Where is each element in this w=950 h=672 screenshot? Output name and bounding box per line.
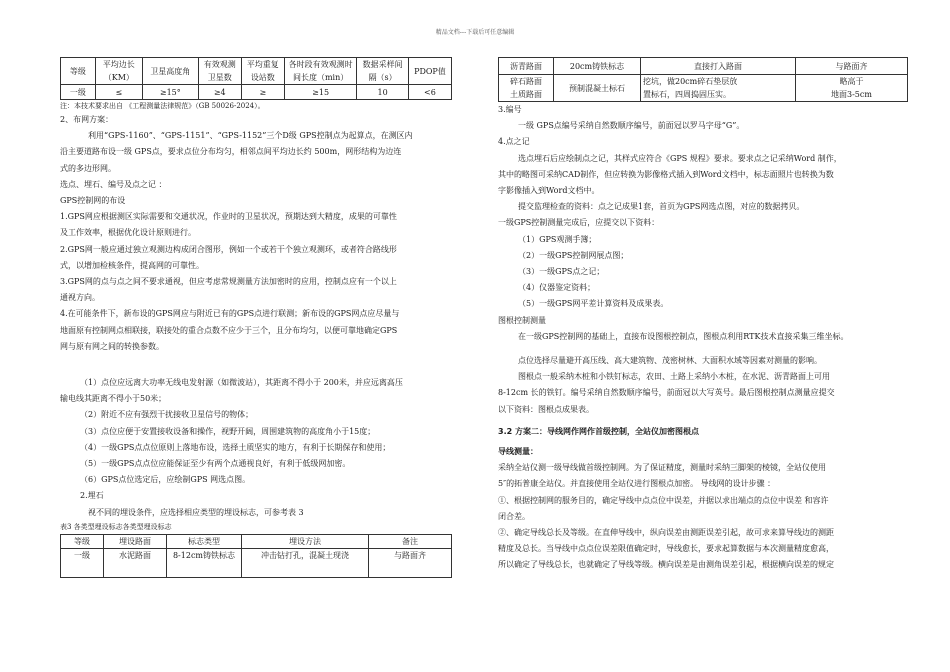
table-cell: ≥15° — [142, 85, 198, 100]
table-cell: 等级 — [61, 58, 96, 85]
table-cell: 一级 — [61, 85, 96, 100]
section-heading: 4.点之记 — [498, 137, 530, 147]
paragraph-line: 点位选择尽量避开高压线、高大建筑物、茂密树林、大面积水域等因素对测量的影响。 — [518, 356, 822, 366]
section-heading: 选点、埋石、编号及点之记 ： — [60, 179, 167, 189]
list-item: （4）一级GPS点点位原则上落地布设，选择土质坚实的地方，有利于长期保存和使用； — [80, 442, 391, 452]
table-cell: ≥15 — [284, 85, 357, 100]
paragraph-line: ②、确定导线总长及等级。在直伸导线中，纵向误差由测距误差引起，故可求来算导线边的测距 — [498, 528, 834, 538]
paragraph-line: 2、布网方案： — [60, 115, 114, 124]
table-cell: 数据采样间隔（s） — [357, 58, 409, 85]
table-cell: PDOP值 — [408, 58, 451, 85]
paragraph-line: ①、根据控制网的服务目的，确定导线中点点位中误差，并据以求出端点的点位中误差 和容许 — [498, 495, 829, 505]
table-cell — [641, 75, 796, 102]
section-subheading: 导线测量： — [498, 447, 538, 457]
table-cell: 直接打入路面 — [641, 58, 796, 75]
table-row — [61, 85, 452, 100]
paragraph-line: 5″的拓普康全站仪。并直接使用全站仪进行图根点加密。 导线网的设计步骤 ： — [498, 479, 776, 489]
list-item: （3）一级GPS点之记； — [518, 267, 605, 277]
table-cell: 埋设路面 — [104, 534, 167, 548]
table-cell: 各时段有效观测时间长度（min） — [284, 58, 357, 85]
cell-line: 地面3-5cm — [831, 90, 872, 99]
paragraph-line: 视不同的埋设条件，应选择相应类型的埋设标志，可参考表 3 — [88, 507, 304, 517]
list-item: （2）一级GPS控制网展点图； — [518, 250, 629, 260]
paragraph-line: 式的多边形网。 — [60, 163, 116, 173]
cell-line: 挖坑，做20cm碎石垫层放 — [643, 77, 738, 86]
table-row — [499, 75, 908, 102]
table-cell: 备注 — [369, 534, 452, 548]
section-heading: 图根控制测量 — [498, 315, 546, 325]
paragraph-line: 精度及总长。当导线中点点位误差限值确定时，导线愈长，要求起算数据与本次测量精度愈高， — [498, 544, 834, 554]
table-cell: 等级 — [61, 534, 104, 548]
section-heading: 3.2 方案二：导线网作网作首级控制，全站仪加密图根点 — [498, 426, 699, 436]
paragraph-line: 及工作效率，根据优化设计原则进行。 — [60, 228, 196, 238]
right-column — [498, 57, 908, 574]
paragraph-line: 以下资料：图根点成果表。 — [498, 404, 594, 414]
list-item: （4）仪器鉴定资料； — [518, 283, 596, 293]
table-cell: ≤ — [95, 85, 142, 100]
paragraph-line: 沿主要道路布设一级 GPS点，要求点位分布均匀，相邻点间平均边长约 500m，网形结构为边连 — [60, 147, 402, 157]
list-item: （1）GPS观测手簿； — [518, 234, 597, 244]
table-cell — [499, 75, 554, 102]
table-cell: 标志类型 — [167, 534, 242, 548]
paragraph-line: 采纳全站仪测一级导线做首级控制网。为了保证精度，测量时采纳三脚架的棱镜，全站仪使用 — [498, 463, 826, 473]
paragraph-line: 1.GPS网应根据测区实际需要和交通状况，作业时的卫星状况，预期达到大精度，成果的可靠性 — [60, 212, 397, 222]
cell-line: 略高于 — [839, 77, 864, 86]
paragraph-line: 8-12cm 长的铁钉。编号采纳自然数顺序编号，前面冠以大写英号。最后图根控制点测量应提交 — [498, 388, 835, 398]
section-subheading: GPS控制网的布设 — [60, 196, 126, 206]
table-cell: 8-12cm铸铁标志 — [167, 548, 242, 577]
table-cell: 沥青路面 — [499, 58, 554, 75]
table-row — [61, 548, 452, 577]
table-cell: 有效观测卫星数 — [198, 58, 241, 85]
paragraph-line: 网与原有网之间的转换参数。 — [60, 341, 164, 351]
list-item: （6）GPS点位选定后，应绘制GPS 网选点图。 — [80, 475, 251, 485]
list-item: （2）附近不应有强烈干扰接收卫星信号的物体； — [80, 410, 254, 420]
cell-line: 碎石路面 — [510, 77, 542, 86]
paragraph-line: 3.GPS网的点与点之间不要求通视，但应考虑常规测量方法加密时的应用，控制点应有一个以上 — [60, 277, 397, 287]
marker-table — [60, 534, 452, 578]
table-cell: ≥ — [241, 85, 284, 100]
table-cell: 20cm铸铁标志 — [554, 58, 641, 75]
table-cell: 与路面齐 — [796, 58, 908, 75]
paragraph-line: 输电线其距离不得小于50米； — [60, 394, 167, 404]
paragraph-line: 图根点一般采纳木桩和小铁钉标志，农田、土路上采纳小木桩，在水泥、沥青路面上可用 — [518, 372, 830, 382]
paragraph-line: 通视方向。 — [60, 293, 100, 303]
table-header-row — [61, 534, 452, 548]
table-row — [499, 58, 908, 75]
list-item: （3）点位应便于安置接收设备和操作，视野开阔，周围建筑物的高度角小于15度； — [80, 426, 376, 436]
table-cell: 一级 — [61, 548, 104, 577]
paragraph-line: 其中的略图可采纳CAD制作，但应转换为影像格式插入到Word文档中，标志面照片也转换为数 — [498, 169, 834, 179]
table-cell: <6 — [408, 85, 451, 100]
paragraph-line: 地面原有控制网点相联接，联接处的重合点数不应少于三个，且分布均匀，以便可靠地确定GPS — [60, 325, 398, 335]
page-header: 精品文档---下载后可任意编辑 — [435, 29, 515, 36]
table-cell: 平均重复设站数 — [241, 58, 284, 85]
table-cell: 冲击钻打孔，混凝土现浇 — [242, 548, 369, 577]
paragraph-line: 2.GPS网一般应通过独立观测边构成闭合图形，例如一个或若干个独立观测环，或者符合路线形 — [60, 244, 397, 254]
paragraph-line: 提交监理检查的资料：点之记成果1套，首页为GPS网选点图，对应的数据拷贝。 — [518, 202, 805, 212]
section-heading: 3.编号 — [498, 105, 522, 114]
marker-table-continued — [498, 57, 908, 102]
paragraph-line: 字影像插入到Word文档中。 — [498, 186, 600, 196]
table-cell: 与路面齐 — [369, 548, 452, 577]
list-item: （5）一级GPS点点位应能保证至少有两个点通视良好，有利于低级网加密。 — [80, 459, 351, 469]
gps-spec-table — [60, 57, 452, 100]
table-cell: 预制混凝土标石 — [554, 75, 641, 102]
paragraph-line: 利用“GPS-1160”、“GPS-1151”、“GPS-1152”三个D级 GPS控制点为起算点，在测区内 — [88, 131, 413, 141]
paragraph-line: 式，以增加检核条件，提高网的可靠性。 — [60, 260, 204, 270]
table-cell: 10 — [357, 85, 409, 100]
paragraph-line: 4.在可能条件下，新布设的GPS网应与附近已有的GPS点进行联测；新布设的GPS网点应尽量与 — [60, 309, 400, 319]
list-item: （5）一级GPS网平差计算资料及成果表。 — [518, 299, 669, 309]
table-header-row — [61, 58, 452, 85]
paragraph-line: 所以确定了导线总长，也就确定了导线等级。横向误差是由测角误差引起，根据横向误差的规定 — [498, 560, 834, 570]
left-column — [60, 57, 452, 578]
table-cell: 埋设方法 — [242, 534, 369, 548]
table-caption: 表3 各类型埋设标志各类型埋设标志 — [60, 522, 172, 531]
table-cell — [796, 75, 908, 102]
paragraph-line: 闭合差。 — [498, 511, 530, 521]
table-note: 注：本技术要求出自 《工程测量法律规范》（GB 50026-2024）。 — [60, 102, 265, 110]
paragraph-line: 选点埋石后应绘制点之记，其样式应符合《GPS 规程》要求。要求点之记采纳Word 制作， — [518, 153, 842, 163]
table-cell: 水泥路面 — [104, 548, 167, 577]
paragraph-line: 在一级GPS控制网的基础上，直接布设图根控制点，图根点利用RTK技术直接采集三维坐标。 — [518, 331, 849, 341]
paragraph-line: （1）点位应远离大功率无线电发射源（如微波站），其距离不得小于 200米，并应远离高压 — [80, 378, 403, 388]
paragraph-line: 一级 GPS点编号采纳自然数顺序编号，前面冠以罗马字母“G”。 — [518, 121, 745, 131]
table-cell: 卫星高度角 — [142, 58, 198, 85]
section-heading: 2.埋石 — [80, 491, 104, 501]
table-cell: ≥4 — [198, 85, 241, 100]
cell-line: 置标石，四周捣固压实。 — [643, 90, 731, 99]
cell-line: 土质路面 — [510, 90, 542, 99]
paragraph-line: 一级GPS控制测量完成后，应提交以下资料： — [498, 218, 660, 228]
table-cell: 平均边长（KM） — [95, 58, 142, 85]
